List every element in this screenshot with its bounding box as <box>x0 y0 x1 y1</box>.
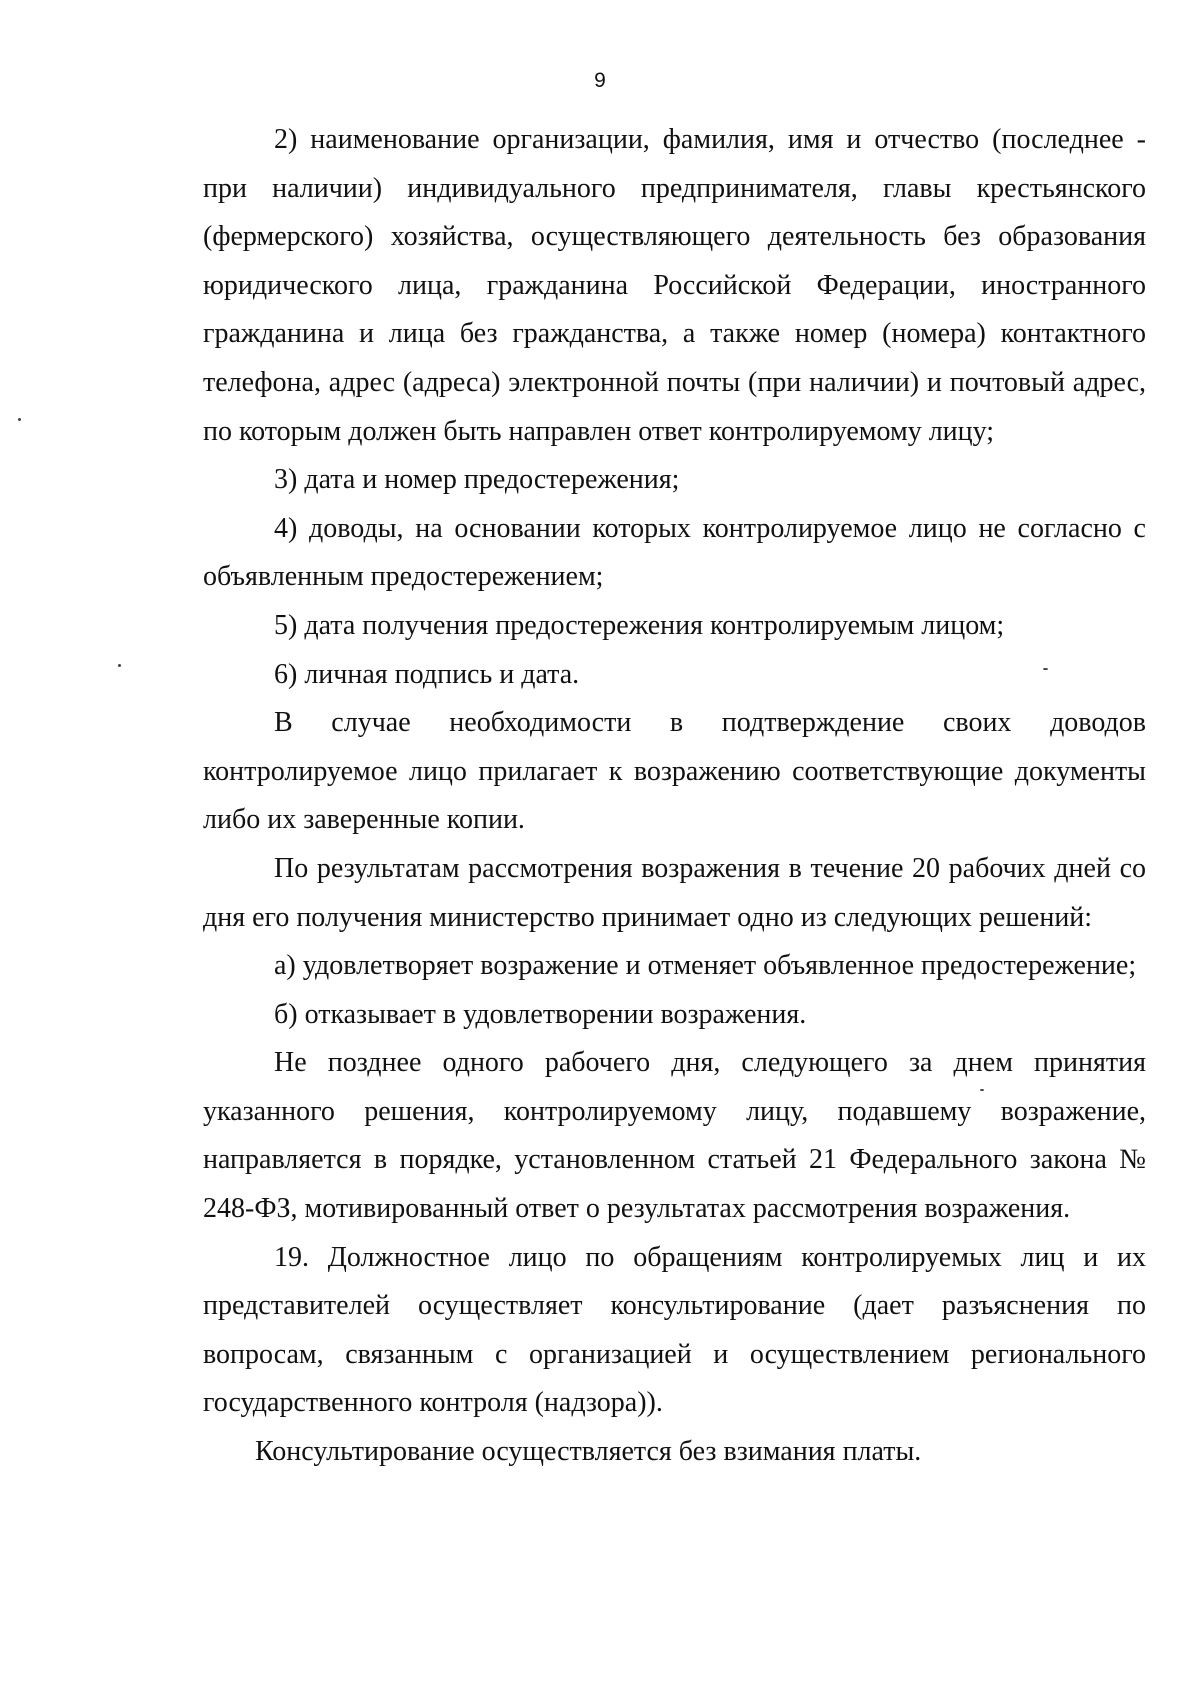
paragraph-attachments: В случае необходимости в подтверждение своих доводов контролируемое лицо прилагает к возражению соответствующие документы либо их заверенные копии. <box>203 707 1146 836</box>
paragraph-item-2: 2) наименование организации, фамилия, имя и отчество (последнее - при наличии) индивидуального предпринимателя, главы крестьянского (фермерского) хозяйства, осуществляющего деятельность без образования юридического лица, гражданина Российской Федерации, иностранного гражданина и лица без гражданства, а также номер (номера) контактного телефона, адрес (адреса) электронной почты (при наличии) и почтовый адрес, по которым должен быть направлен ответ контролируемому лицу; <box>203 124 1146 447</box>
paragraph-response-deadline: Не позднее одного рабочего дня, следующего за днем принятия указанного решения, контролируемому лицу, подавшему возражение, направляется в порядке, установленном статьей 21 Федерального закона № 248-ФЗ, мотивированный ответ о результатах рассмотрения возражения. <box>203 1047 1146 1225</box>
scan-speck <box>118 664 121 667</box>
paragraph-item-3: 3) дата и номер предостережения; <box>274 464 680 496</box>
paragraph-decision-a: а) удовлетворяет возражение и отменяет объявленное предостережение; <box>274 950 1137 982</box>
paragraph-item-4: 4) доводы, на основании которых контролируемое лицо не согласно с объявленным предостережением; <box>203 512 1146 593</box>
paragraph-decision-b: б) отказывает в удовлетворении возражения. <box>274 998 807 1030</box>
page-number: 9 <box>594 69 606 92</box>
document-body <box>203 116 1146 1477</box>
paragraph-item-5: 5) дата получения предостережения контролируемым лицом; <box>274 609 1005 641</box>
scan-speck <box>980 1089 984 1091</box>
paragraph-item-6: 6) личная подпись и дата. <box>274 658 580 690</box>
paragraph-free-consultation: Консультирование осуществляется без взимания платы. <box>255 1436 922 1468</box>
paragraph-review-results: По результатам рассмотрения возражения в течение 20 рабочих дней со дня его получения министерство принимает одно из следующих решений: <box>203 852 1146 933</box>
scan-speck <box>18 418 21 421</box>
scan-speck <box>1043 668 1048 670</box>
paragraph-section-19: 19. Должностное лицо по обращениям контролируемых лиц и их представителей осуществляет консультирование (дает разъяснения по вопросам, связанным с организацией и осуществлением регионального государственного контроля (надзора)). <box>203 1241 1146 1419</box>
